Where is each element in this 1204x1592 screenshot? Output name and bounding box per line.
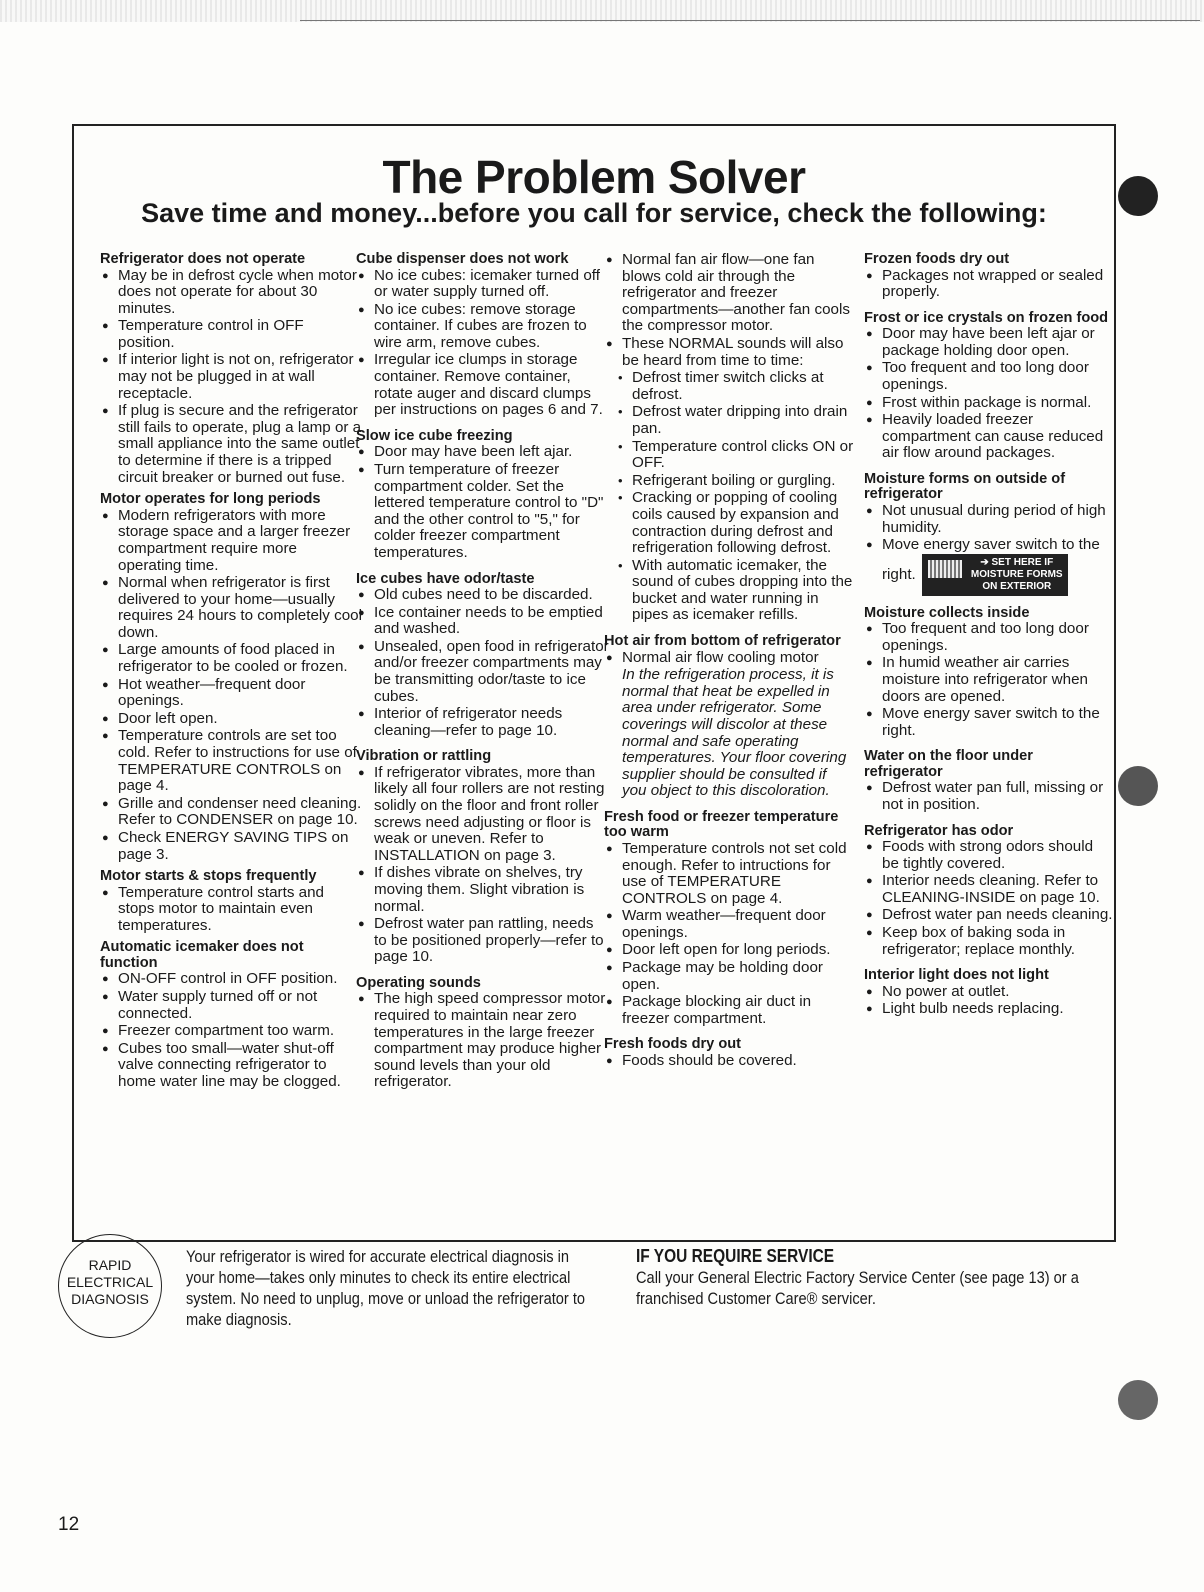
- scan-artifact: [0, 0, 1204, 22]
- bullet-list: [356, 991, 610, 1091]
- bullet-list: [356, 765, 610, 966]
- troubleshooting-section: [604, 252, 854, 624]
- troubleshooting-section: [356, 252, 610, 419]
- list-item: ● Frost within package is normal.: [864, 395, 1114, 412]
- list-item: ● Too frequent and too long door openings.: [864, 360, 1114, 393]
- seal-line: DIAGNOSIS: [71, 1291, 149, 1307]
- problem-solver-panel: [72, 124, 1116, 1242]
- bullet-list: [864, 326, 1114, 462]
- bullet-list: [356, 587, 610, 739]
- list-item: ● Warm weather—frequent door openings.: [604, 908, 854, 941]
- list-item: ● Normal air flow cooling motor: [604, 650, 854, 667]
- bullet-list: [604, 650, 854, 667]
- seal-line: ELECTRICAL: [66, 1274, 154, 1290]
- list-item: ● Keep box of baking soda in refrigerator; replace monthly.: [864, 925, 1114, 958]
- section-heading: Refrigerator has odor: [864, 822, 1014, 839]
- list-item: ● Modern refrigerators with more storage space and a larger freezer compartment require more operating time.: [100, 508, 362, 574]
- troubleshooting-section: [864, 749, 1114, 813]
- list-item: ● Water supply turned off or not connected.: [100, 989, 362, 1022]
- troubleshooting-section: [604, 1037, 854, 1069]
- list-item: ● Old cubes need to be discarded.: [356, 587, 610, 604]
- section-heading: Moisture forms on outside of refrigerator: [864, 470, 1066, 503]
- rapid-electrical-diagnosis-seal: [58, 1234, 162, 1338]
- section-heading: Automatic icemaker does not function: [100, 939, 304, 971]
- page-number: 12: [58, 1514, 80, 1535]
- binder-hole-bottom: [1118, 1380, 1158, 1420]
- section-heading: Refrigerator does not operate: [100, 251, 306, 267]
- list-item: ● Too frequent and too long door openings.: [864, 621, 1114, 654]
- list-item: ● Temperature controls not set cold enough. Refer to intructions for use of TEMPERATURE CONTROLS on page 4.: [604, 841, 854, 907]
- list-item: ● Cubes too small—water shut-off valve connecting refrigerator to home water line may be clogged.: [100, 1041, 362, 1091]
- switch-knob: [928, 560, 962, 578]
- section-heading: Interior light does not light: [864, 967, 1049, 984]
- list-item: ● Door left open for long periods.: [604, 942, 854, 959]
- list-item: ● Temperature controls are set too cold. Refer to instructions for use of TEMPERATURE CONTROLS on page 4.: [100, 728, 362, 794]
- list-item: ● Hot weather—frequent door openings.: [100, 677, 362, 710]
- list-item: ● Door left open.: [100, 711, 362, 728]
- service-block: [636, 1246, 1083, 1309]
- bullet-list: [604, 841, 854, 1028]
- section-heading: Vibration or rattling: [356, 748, 492, 765]
- page-subtitle: Save time and money...before you call for service, check the following:: [141, 198, 1047, 228]
- seal-line: RAPID: [88, 1257, 132, 1273]
- bullet-list: [864, 503, 1114, 596]
- column-3: [604, 252, 854, 1076]
- list-item: ● ON-OFF control in OFF position.: [100, 971, 362, 988]
- sub-list-item: • Refrigerant boiling or gurgling.: [604, 473, 854, 490]
- list-item: ● No ice cubes: remove storage container. If cubes are frozen to wire arm, remove cubes.: [356, 302, 610, 352]
- section-heading: Frost or ice crystals on frozen food: [864, 309, 1109, 326]
- troubleshooting-section: [100, 252, 362, 486]
- list-item: ● Packages not wrapped or sealed properly.: [864, 268, 1114, 301]
- troubleshooting-section: [864, 311, 1114, 462]
- list-item: ● Package blocking air duct in freezer compartment.: [604, 994, 854, 1027]
- list-item: ● Defrost water pan full, missing or not in position.: [864, 780, 1114, 813]
- list-item: ● Door may have been left ajar or package holding door open.: [864, 326, 1114, 359]
- troubleshooting-section: [864, 606, 1114, 740]
- bullet-list: [864, 839, 1114, 958]
- bullet-list: [864, 780, 1114, 813]
- column-4: [864, 252, 1114, 1024]
- troubleshooting-section: [100, 940, 362, 1090]
- list-item: ● Defrost water pan rattling, needs to be positioned properly—refer to page 10.: [356, 916, 610, 966]
- list-item: ● No power at outlet.: [864, 984, 1114, 1001]
- section-heading: Slow ice cube freezing: [356, 427, 513, 444]
- troubleshooting-section: [100, 869, 362, 934]
- section-heading: Water on the floor under refrigerator: [864, 748, 1033, 780]
- list-item: ● Move energy saver switch to the right.: [864, 706, 1114, 739]
- list-item: ● May be in defrost cycle when motor does not operate for about 30 minutes.: [100, 268, 362, 318]
- troubleshooting-section: [604, 634, 854, 800]
- troubleshooting-section: [356, 749, 610, 966]
- section-heading: Operating sounds: [356, 974, 481, 991]
- list-item: ● Move energy saver switch to the right. ➔ SET HERE IF MOISTURE FORMS ON EXTERIOR: [864, 537, 1114, 596]
- list-item: ● Temperature control in OFF position.: [100, 318, 362, 351]
- list-item: ● Temperature control starts and stops motor to maintain even temperatures.: [100, 885, 362, 935]
- bullet-list: [100, 885, 362, 935]
- page-title: The Problem Solver: [382, 151, 806, 203]
- troubleshooting-section: [356, 572, 610, 740]
- sub-list-item: • Defrost water dripping into drain pan.: [604, 404, 854, 437]
- section-heading: Motor starts & stops frequently: [100, 868, 317, 885]
- section-heading: Ice cubes have odor/taste: [356, 570, 535, 587]
- troubleshooting-section: [864, 824, 1114, 959]
- sub-list-item: • Cracking or popping of cooling coils caused by expansion and contraction during defrost and refrigeration following defrost.: [604, 490, 854, 556]
- list-item: ● If plug is secure and the refrigerator still fails to operate, plug a lamp or a small appliance into the same outlet to determine if there is a tripped circuit breaker or burned out fuse.: [100, 403, 362, 486]
- section-heading: Fresh foods dry out: [604, 1036, 742, 1053]
- section-heading: Motor operates for long periods: [100, 491, 321, 508]
- bullet-list: [864, 268, 1114, 301]
- list-item: ● Package may be holding door open.: [604, 960, 854, 993]
- sub-list-item: • Temperature control clicks ON or OFF.: [604, 439, 854, 472]
- sub-list-item: • With automatic icemaker, the sound of cubes dropping into the bucket and water running in pipes as icemaker refills.: [604, 558, 854, 624]
- service-heading: IF YOU REQUIRE SERVICE: [636, 1246, 835, 1266]
- troubleshooting-section: [604, 810, 854, 1028]
- troubleshooting-section: [356, 429, 610, 562]
- section-heading: Frozen foods dry out: [864, 251, 1010, 267]
- bullet-list: [100, 268, 362, 487]
- list-item: ● These NORMAL sounds will also be heard from time to time:: [604, 336, 854, 369]
- column-2: [356, 252, 610, 1097]
- bullet-list: [864, 621, 1114, 739]
- list-item: ● Interior of refrigerator needs cleaning—refer to page 10.: [356, 706, 610, 739]
- list-item: ● No ice cubes: icemaker turned off or water supply turned off.: [356, 268, 610, 301]
- list-item: ● Large amounts of food placed in refrigerator to be cooled or frozen.: [100, 642, 362, 675]
- list-item: ● Freezer compartment too warm.: [100, 1023, 362, 1040]
- troubleshooting-section: [356, 976, 610, 1091]
- list-item: ● If refrigerator vibrates, more than likely all four rollers are not resting solidly on the floor and front roller screws need adjusting or floor is weak or uneven. Refer to INSTALLATION on page 3.: [356, 765, 610, 865]
- section-heading: Hot air from bottom of refrigerator: [604, 633, 841, 650]
- bullet-list: [100, 508, 362, 863]
- switch-label: ➔ SET HERE IF MOISTURE FORMS ON EXTERIOR: [970, 556, 1063, 592]
- list-item: ● Heavily loaded freezer compartment can cause reduced air flow around packages.: [864, 412, 1114, 462]
- list-item: ● Normal fan air flow—one fan blows cold air through the refrigerator and freezer compartments—another fan cools the compressor motor.: [604, 252, 854, 335]
- section-heading: Moisture collects inside: [864, 604, 1030, 621]
- list-item: ● Foods with strong odors should be tightly covered.: [864, 839, 1114, 872]
- list-item: ● Ice container needs to be emptied and washed.: [356, 605, 610, 638]
- list-item: ● Interior needs cleaning. Refer to CLEANING-INSIDE on page 10.: [864, 873, 1114, 906]
- list-item: ● Check ENERGY SAVING TIPS on page 3.: [100, 830, 362, 863]
- list-item: ● Foods should be covered.: [604, 1053, 854, 1070]
- sub-list-item: • Defrost timer switch clicks at defrost.: [604, 370, 854, 403]
- troubleshooting-section: [864, 252, 1114, 301]
- service-text: Call your General Electric Factory Service Center (see page 13) or a franchised Customer Care® servicer.: [636, 1268, 1079, 1308]
- section-heading: Cube dispenser does not work: [356, 251, 569, 267]
- bullet-list: [356, 444, 610, 561]
- list-item: ● Turn temperature of freezer compartment colder. Set the lettered temperature control to "D" and the other control to "5," for colder freezer compartment temperatures.: [356, 462, 610, 562]
- bullet-list: [864, 984, 1114, 1018]
- scan-line: [300, 20, 1200, 21]
- list-item: ● Normal when refrigerator is first delivered to your home—usually requires 24 hours to completely cool down.: [100, 575, 362, 641]
- list-item: ● Unsealed, open food in refrigerator and/or freezer compartments may be transmitting odor/taste to ice cubes.: [356, 639, 610, 705]
- list-item: ● Not unusual during period of high humidity.: [864, 503, 1114, 536]
- energy-saver-switch-illustration: [922, 554, 1068, 596]
- binder-hole-top: [1118, 176, 1158, 216]
- list-item: ● If interior light is not on, refrigerator may not be plugged in at wall receptacle.: [100, 352, 362, 402]
- list-item: ● The high speed compressor motor required to maintain near zero temperatures in the large freezer compartment may produce higher sound levels than your old refrigerator.: [356, 991, 610, 1091]
- troubleshooting-section: [100, 492, 362, 863]
- column-1: [100, 252, 362, 1097]
- bullet-list: [604, 1053, 854, 1070]
- bullet-list: [604, 252, 854, 624]
- troubleshooting-section: [864, 472, 1114, 596]
- binder-hole-middle: [1118, 766, 1158, 806]
- bullet-list: [100, 971, 362, 1090]
- list-item: ● Grille and condenser need cleaning. Refer to CONDENSER on page 10.: [100, 796, 362, 829]
- bullet-list: [356, 268, 610, 419]
- list-item: ● In humid weather air carries moisture into refrigerator when doors are opened.: [864, 655, 1114, 705]
- italic-note: In the refrigeration process, it is normal that heat be expelled in area under refrigerator. Some coverings will discolor at these normal and safe operating temperatures. Your floor covering supplier should be consulted if you object to this discoloration.: [622, 666, 847, 800]
- list-item: ● Irregular ice clumps in storage container. Remove container, rotate auger and discard clumps per instructions on pages 6 and 7.: [356, 352, 610, 418]
- troubleshooting-section: [864, 968, 1114, 1018]
- list-item: ● Door may have been left ajar.: [356, 444, 610, 461]
- diagnosis-text: Your refrigerator is wired for accurate electrical diagnosis in your home—takes only minutes to check its entire electrical system. No need to unplug, move or unload the refrigerator to make diagnosis.: [186, 1247, 586, 1329]
- list-item: ● Defrost water pan needs cleaning.: [864, 907, 1114, 924]
- list-item: ● If dishes vibrate on shelves, try moving them. Slight vibration is normal.: [356, 865, 610, 915]
- list-item: ● Light bulb needs replacing.: [864, 1001, 1114, 1018]
- section-heading: Fresh food or freezer temperature too warm: [604, 808, 839, 841]
